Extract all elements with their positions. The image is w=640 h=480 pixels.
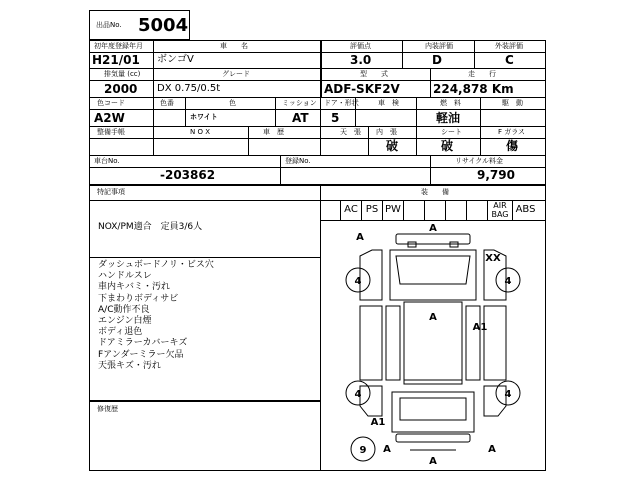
tire-rear-left: 4 [354, 389, 362, 400]
rear-window-shape [400, 398, 466, 420]
notes-line: ハンドルスレ [98, 271, 152, 282]
chassis-number-label: 車台No. [94, 157, 120, 165]
mark-front-center-a: A [429, 223, 437, 234]
recycle-fee-label: リサイクル料金 [455, 157, 504, 165]
notes-line: 天張キズ・汚れ [98, 360, 161, 371]
notes-line: エンジン白煙 [98, 316, 152, 327]
interior-grade-label: 内装評価 [425, 42, 453, 50]
exterior-grade-value: C [505, 53, 514, 67]
equipment-blank-3 [445, 200, 466, 220]
equipment-abs [512, 200, 538, 220]
mileage-label: 走 行 [468, 70, 496, 78]
model-label: 型 式 [360, 70, 388, 78]
notes-line: ダッシュボードノリ・ビス穴 [98, 260, 214, 270]
repair-history-label: 修復歴 [97, 405, 118, 413]
interior-trim-label: 内 張 [376, 128, 397, 136]
mark-roof-a: A [429, 312, 437, 323]
history-label: 車 歴 [263, 128, 284, 136]
equipment-label: 装 備 [421, 188, 449, 196]
windshield-shape [396, 256, 470, 284]
equipment-ac [340, 200, 361, 220]
exterior-grade-label: 外装評価 [495, 42, 523, 50]
equipment-pw-text: PW [385, 204, 401, 215]
mark-front-left-a: A [356, 232, 364, 243]
transmission-label: ミッション [282, 99, 317, 107]
color-value: ホワイト [190, 113, 218, 121]
mark-right-side-a1: A1 [472, 322, 488, 333]
seat-label: シート [441, 128, 462, 136]
nox-label: N O X [190, 128, 210, 136]
transmission-value: AT [292, 111, 309, 125]
equipment-ps [361, 200, 382, 220]
equipment-abs-text: ABS [515, 204, 536, 215]
notes-list [98, 260, 214, 372]
reg-date-label: 初年度登録年月 [94, 42, 143, 50]
notes-line: 車内キバミ・汚れ [98, 282, 171, 293]
cab-front-shape [390, 250, 476, 300]
color-number-label: 色番 [160, 99, 174, 107]
drive-label: 駆 動 [502, 99, 523, 107]
fuel-value: 軽油 [436, 111, 461, 125]
registration-number-label: 登録No. [285, 157, 311, 165]
grade-label: グレード [222, 70, 250, 78]
notes-label: 特記事項 [97, 188, 125, 196]
equipment-airbag-text: AIR BAG [491, 201, 509, 219]
score-label: 評価点 [350, 42, 371, 50]
score-value: 3.0 [350, 53, 372, 67]
notes-line: Fアンダーミラー欠品 [98, 349, 184, 360]
lot-number-label: 出品No. [96, 21, 122, 29]
recycle-fee-value: 9,790 [477, 168, 515, 182]
displacement-label: 排気量 (cc) [104, 70, 141, 78]
left-window-shape [386, 306, 400, 380]
doors-label: ドア・形状 [324, 99, 359, 107]
spare-tire: 9 [359, 445, 367, 456]
notes-line: ドアミラーカバーキズ [98, 338, 188, 349]
tire-front-right: 4 [504, 276, 512, 287]
mileage-value: 224,878 Km [433, 82, 514, 96]
right-window-shape [466, 306, 480, 380]
equipment-blank-4 [466, 200, 487, 220]
car-name-value: ボンゴV [157, 54, 194, 65]
color-label: 色 [229, 99, 236, 107]
color-code-value: A2W [94, 111, 125, 125]
repair-history-box [89, 401, 321, 471]
notes-summary: NOX/PM適合 定員3/6人 [98, 222, 203, 232]
left-side-panel-shape [360, 306, 382, 380]
notes-line: A/C動作不良 [98, 304, 150, 315]
color-code-label: 色コード [97, 99, 125, 107]
doors-value: 5 [331, 111, 340, 125]
interior-grade-value: D [432, 53, 442, 67]
rear-left-panel-shape [360, 386, 382, 416]
seat-value: 破 [441, 139, 454, 153]
front-glass-value: 傷 [506, 139, 519, 153]
mark-rear-left-a1: A1 [370, 417, 386, 428]
front-left-panel-shape [360, 250, 382, 300]
equipment-row [340, 200, 538, 220]
notes-line: ボディ退色 [98, 327, 143, 338]
service-record-label: 整備手帳 [97, 128, 125, 136]
equipment-blank-1 [403, 200, 424, 220]
equipment-airbag [487, 200, 512, 220]
tire-front-left: 4 [354, 276, 362, 287]
interior-trim-value: 破 [386, 139, 399, 153]
car-name-label: 車 名 [220, 42, 248, 50]
front-bumper-shape [396, 234, 470, 244]
grade-value: DX 0.75/0.5t [157, 83, 221, 94]
car-condition-diagram [320, 220, 546, 471]
right-side-panel-shape [484, 306, 506, 380]
mark-front-right-xx: XX [485, 253, 501, 264]
inspection-label: 車 検 [378, 99, 399, 107]
lot-number: 5004 [138, 15, 189, 36]
roof-lining-label: 天 張 [340, 128, 361, 136]
notes-line: 下まわりボディサビ [98, 293, 179, 304]
displacement-value: 2000 [104, 82, 138, 96]
lot-number-box [89, 10, 190, 40]
rear-bumper-shape [396, 434, 470, 442]
model-value: ADF-SKF2V [324, 82, 400, 96]
mark-rear-left-a: A [383, 444, 391, 455]
reg-date-value: H21/01 [92, 53, 140, 67]
equipment-blank-2 [424, 200, 445, 220]
tire-rear-right: 4 [504, 389, 512, 400]
mark-rear-center-a: A [429, 456, 437, 467]
equipment-ac-text: AC [344, 204, 358, 215]
chassis-number-value: -203862 [160, 168, 216, 182]
equipment-pw [382, 200, 403, 220]
front-glass-label: F ガラス [498, 128, 526, 136]
fuel-label: 燃 料 [440, 99, 461, 107]
mark-rear-right-a: A [488, 444, 496, 455]
equipment-ps-text: PS [365, 204, 379, 215]
rear-right-panel-shape [484, 386, 506, 416]
